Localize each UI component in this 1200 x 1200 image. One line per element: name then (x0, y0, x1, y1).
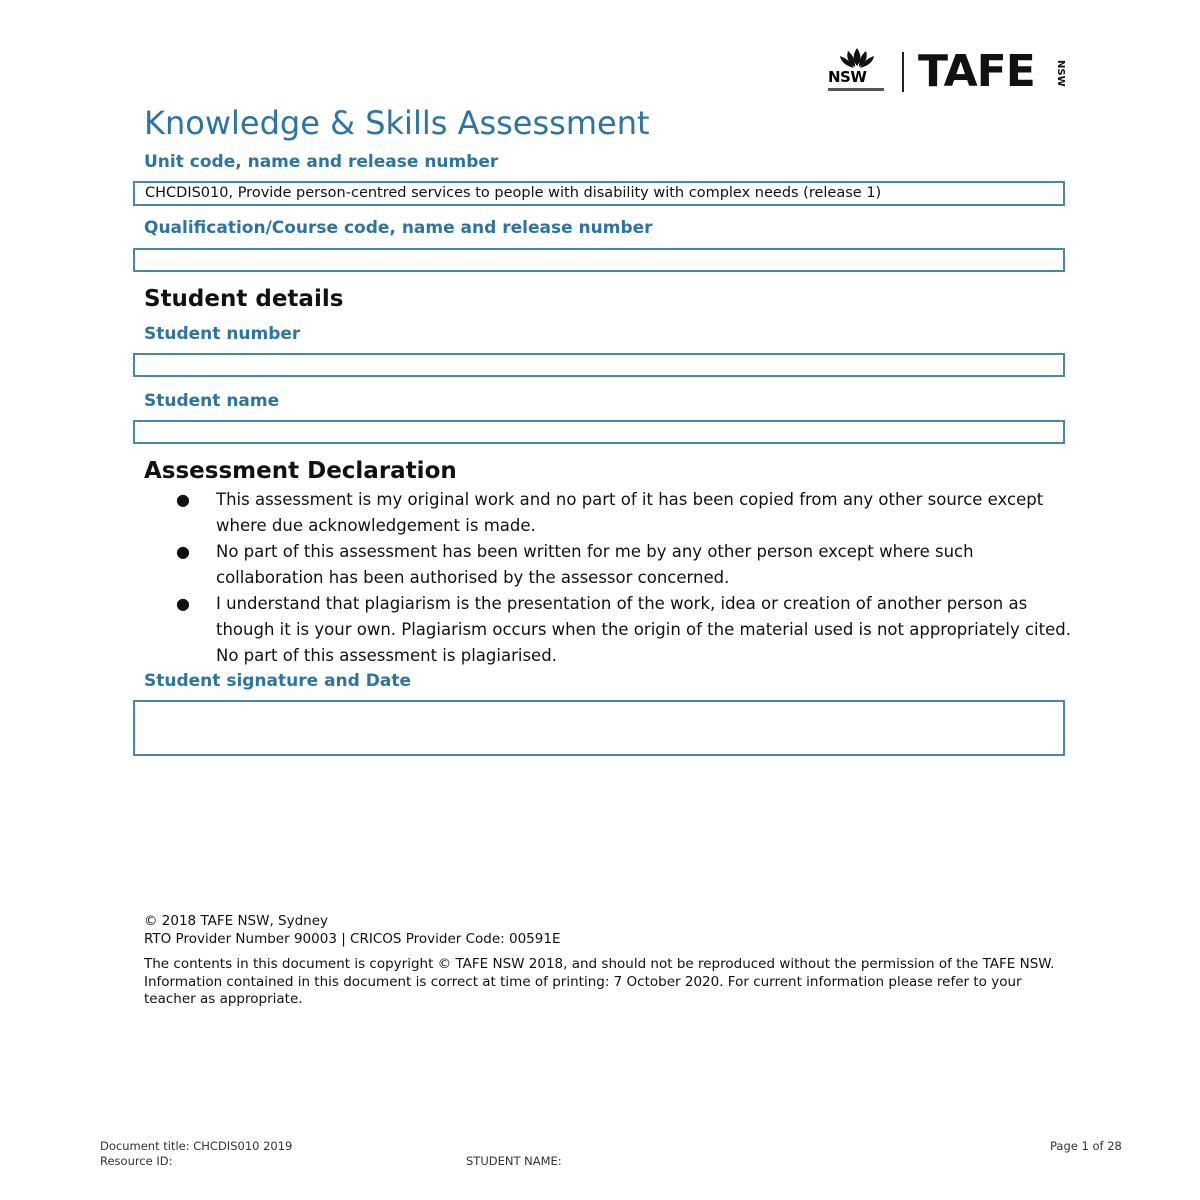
qualification-field[interactable] (133, 248, 1065, 272)
student-number-field[interactable] (133, 353, 1065, 377)
tafe-nsw-suffix: NSW (1055, 60, 1066, 87)
copyright-block (144, 912, 560, 948)
signature-label: Student signature and Date (144, 671, 411, 691)
declaration-item: ● I understand that plagiarism is the presentation of the work, idea or creation of another person as though it is your own. Plagiarism occurs when the origin of the material used is not appropriately cited. No part of this assessment is plagiarised. (176, 591, 1076, 669)
nsw-government-strip (828, 88, 884, 91)
page-number: Page 1 of 28 (1050, 1139, 1122, 1153)
student-number-value (135, 355, 1063, 359)
unit-field[interactable] (133, 181, 1065, 206)
legal-notice: The contents in this document is copyright © TAFE NSW 2018, and should not be reproduced without the permission of the TAFE NSW. Information contained in this document is correct at time of printing: 7 October 2020. For current information please refer to your teacher as appropriate. (144, 956, 1055, 1007)
student-number-label: Student number (144, 324, 301, 344)
signature-value (135, 702, 1063, 706)
rto-line: RTO Provider Number 90003 | CRICOS Provider Code: 00591E (144, 931, 561, 947)
document-title: Document title: CHCDIS010 2019 (100, 1139, 293, 1153)
unit-label: Unit code, name and release number (144, 152, 499, 172)
logo-divider (902, 52, 904, 92)
student-name-label: Student name (144, 391, 280, 411)
bullet-icon: ● (176, 542, 190, 561)
declaration-item: ● This assessment is my original work and no part of it has been copied from any other source except where due acknowledgement is made. (176, 487, 1076, 539)
waratah-icon (826, 46, 888, 70)
bullet-icon: ● (176, 490, 190, 509)
header-logo (826, 46, 1088, 98)
qualification-label: Qualification/Course code, name and release number (144, 218, 653, 238)
student-details-heading: Student details (144, 286, 344, 312)
signature-field[interactable] (133, 700, 1065, 756)
declaration-heading: Assessment Declaration (144, 458, 457, 484)
nsw-wordmark: NSW (828, 68, 867, 86)
unit-value: CHCDIS010, Provide person-centred services to people with disability with complex needs (release 1) (145, 185, 882, 201)
declaration-item: ● No part of this assessment has been written for me by any other person except where such collaboration has been authorised by the assessor concerned. (176, 539, 1076, 591)
student-name-value (135, 422, 1063, 426)
qualification-value (135, 250, 1063, 254)
resource-id: Resource ID: (100, 1154, 173, 1168)
copyright-line: © 2018 TAFE NSW, Sydney (144, 913, 329, 929)
student-name-footer: STUDENT NAME: (466, 1154, 562, 1168)
tafe-wordmark: TAFE (918, 46, 1035, 97)
bullet-icon: ● (176, 594, 190, 613)
nsw-waratah-logo (826, 46, 888, 96)
declaration-list (176, 487, 1076, 669)
student-name-field[interactable] (133, 420, 1065, 444)
page-title: Knowledge & Skills Assessment (144, 104, 650, 142)
